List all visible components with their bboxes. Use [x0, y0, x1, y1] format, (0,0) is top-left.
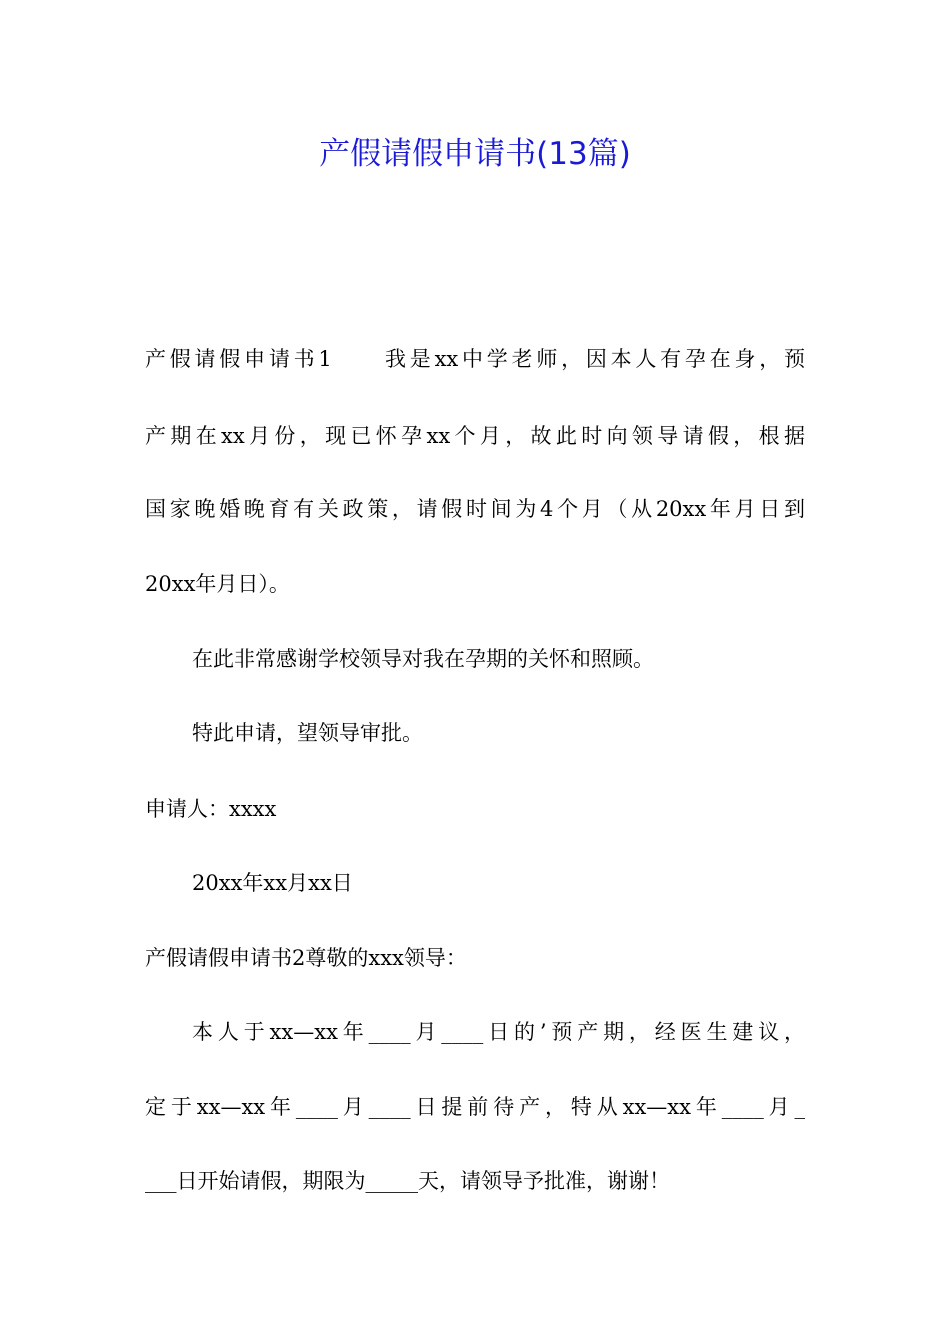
document-title: 产假请假申请书(13篇) — [319, 136, 631, 172]
applicant-line: 申请人：xxxx — [145, 797, 277, 821]
paragraph-line: 本人于xx—xx年____月____日的’预产期，经医生建议， — [192, 1020, 805, 1044]
paragraph-line: 在此非常感谢学校领导对我在孕期的关怀和照顾。 — [192, 647, 654, 671]
section-heading: 产假请假申请书2尊敬的xxx领导： — [145, 946, 467, 970]
paragraph-line: 定于xx—xx年____月____日提前待产，特从xx—xx年____月_ — [145, 1095, 805, 1119]
paragraph-line: 20xx年月日）。 — [145, 572, 290, 596]
paragraph-line: 产假请假申请书1 我是xx中学老师，因本人有孕在身，预 — [145, 347, 805, 371]
paragraph-line: ___日开始请假，期限为_____天，请领导予批准，谢谢！ — [145, 1169, 670, 1193]
paragraph-line: 特此申请，望领导审批。 — [192, 721, 423, 745]
date-line: 20xx年xx月xx日 — [192, 871, 353, 895]
paragraph-line: 产期在xx月份，现已怀孕xx个月，故此时向领导请假，根据 — [145, 424, 805, 448]
paragraph-line: 国家晚婚晚育有关政策，请假时间为4个月（从20xx年月日到 — [145, 497, 805, 521]
